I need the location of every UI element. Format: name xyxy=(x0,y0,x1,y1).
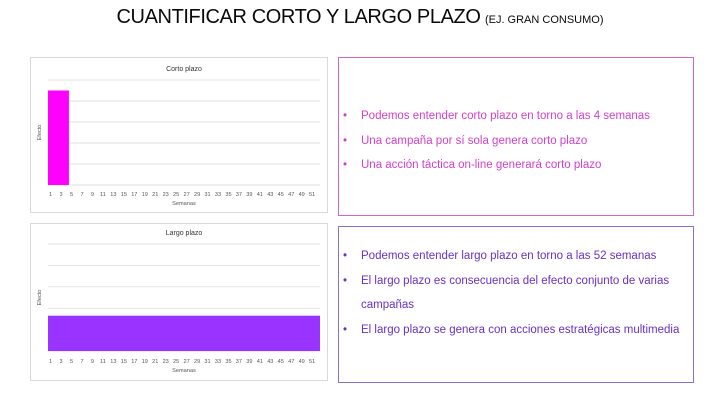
x-axis-label: Semanas xyxy=(172,368,196,374)
x-tick-label: 39 xyxy=(246,359,253,365)
bullet-icon: • xyxy=(343,134,348,147)
chart-corto-plazo xyxy=(30,57,328,213)
bullet-text: Una acción táctica on-line generará corto plazo xyxy=(361,159,602,171)
x-tick-label: 29 xyxy=(193,192,201,198)
x-tick-label: 15 xyxy=(120,359,127,365)
x-tick-label: 25 xyxy=(173,359,180,365)
x-axis-label: Semanas xyxy=(172,201,196,207)
bullet-icon: • xyxy=(343,323,348,336)
x-tick-label: 5 xyxy=(69,359,74,365)
x-tick-label: 31 xyxy=(204,192,211,198)
chart-bar xyxy=(48,91,69,186)
x-tick-label: 31 xyxy=(204,359,211,365)
x-tick-label: 29 xyxy=(193,359,201,365)
bullet-item xyxy=(339,153,693,178)
x-tick-label: 51 xyxy=(309,359,316,365)
x-tick-label: 21 xyxy=(152,192,159,198)
x-tick-label: 13 xyxy=(110,359,117,365)
x-tick-label: 5 xyxy=(69,192,74,198)
x-tick-label: 17 xyxy=(131,192,138,198)
bullet-text: El largo plazo se genera con acciones estratégicas multimedia xyxy=(361,323,680,336)
x-tick-label: 21 xyxy=(152,359,159,365)
x-tick-label: 33 xyxy=(214,359,222,365)
chart-largo-plazo xyxy=(30,223,328,381)
x-tick-label: 49 xyxy=(298,359,305,365)
bullet-icon: • xyxy=(343,110,348,122)
bullet-list-largo xyxy=(339,244,693,342)
x-tick-label: 7 xyxy=(80,192,84,198)
x-tick-label: 3 xyxy=(59,192,63,198)
x-tick-label: 9 xyxy=(90,359,95,365)
chart-largo-plazo-svg xyxy=(31,224,327,380)
x-tick-label: 49 xyxy=(298,192,305,198)
x-tick-label: 15 xyxy=(120,192,127,198)
slide-title xyxy=(0,6,720,29)
x-tick-label: 47 xyxy=(288,192,295,198)
bullet-text: El largo plazo es consecuencia del efecto conjunto de varias campañas xyxy=(361,274,670,311)
chart-bar xyxy=(48,316,320,351)
bullet-list-corto xyxy=(339,104,693,178)
x-tick-label: 23 xyxy=(162,359,169,365)
chart-corto-plazo-svg xyxy=(31,58,327,212)
bullet-item xyxy=(339,318,693,343)
bullet-item xyxy=(339,104,693,129)
bullet-text: Podemos entender largo plazo en torno a las 52 semanas xyxy=(361,250,657,262)
slide-title-sub: (EJ. GRAN CONSUMO) xyxy=(484,14,604,26)
bullet-text: Podemos entender corto plazo en torno a las 4 semanas xyxy=(361,110,650,122)
x-tick-label: 45 xyxy=(277,359,284,365)
x-tick-label: 13 xyxy=(110,192,117,198)
x-tick-label: 17 xyxy=(131,359,138,365)
x-tick-label: 43 xyxy=(267,192,274,198)
x-tick-label: 41 xyxy=(256,192,263,198)
x-tick-label: 45 xyxy=(277,192,284,198)
bullet-item xyxy=(339,269,693,318)
x-tick-label: 41 xyxy=(256,359,263,365)
bullet-icon: • xyxy=(343,159,348,171)
x-tick-label: 9 xyxy=(90,192,95,198)
x-tick-label: 23 xyxy=(162,192,169,198)
x-tick-label: 43 xyxy=(267,359,274,365)
bullet-icon: • xyxy=(343,274,348,287)
x-tick-label: 37 xyxy=(235,192,243,198)
x-tick-label: 3 xyxy=(59,359,63,365)
x-tick-label: 39 xyxy=(246,192,253,198)
slide-title-main: CUANTIFICAR CORTO Y LARGO PLAZO xyxy=(116,6,481,28)
bullet-item xyxy=(339,244,693,269)
bullet-text: Una campaña por sí sola genera corto plazo xyxy=(361,134,588,147)
x-tick-label: 1 xyxy=(49,359,53,365)
x-tick-label: 11 xyxy=(100,192,106,198)
x-tick-label: 7 xyxy=(80,359,84,365)
y-axis-label: Efecto xyxy=(37,124,43,141)
text-box-corto-plazo xyxy=(338,57,694,216)
x-tick-label: 35 xyxy=(225,192,232,198)
x-tick-label: 25 xyxy=(173,192,180,198)
x-tick-label: 1 xyxy=(49,192,53,198)
x-tick-label: 51 xyxy=(309,192,316,198)
chart-title: Corto plazo xyxy=(166,66,202,73)
x-tick-label: 11 xyxy=(100,359,106,365)
y-axis-label: Efecto xyxy=(37,289,43,306)
x-tick-label: 19 xyxy=(141,359,148,365)
text-box-largo-plazo xyxy=(338,226,694,383)
x-tick-label: 37 xyxy=(235,359,243,365)
x-tick-label: 47 xyxy=(288,359,295,365)
x-tick-label: 33 xyxy=(214,192,222,198)
bullet-icon: • xyxy=(343,250,348,262)
x-tick-label: 27 xyxy=(183,359,190,365)
x-tick-label: 19 xyxy=(141,192,148,198)
x-tick-label: 27 xyxy=(183,192,190,198)
x-tick-label: 35 xyxy=(225,359,232,365)
bullet-item xyxy=(339,129,693,154)
chart-title: Largo plazo xyxy=(165,230,203,237)
